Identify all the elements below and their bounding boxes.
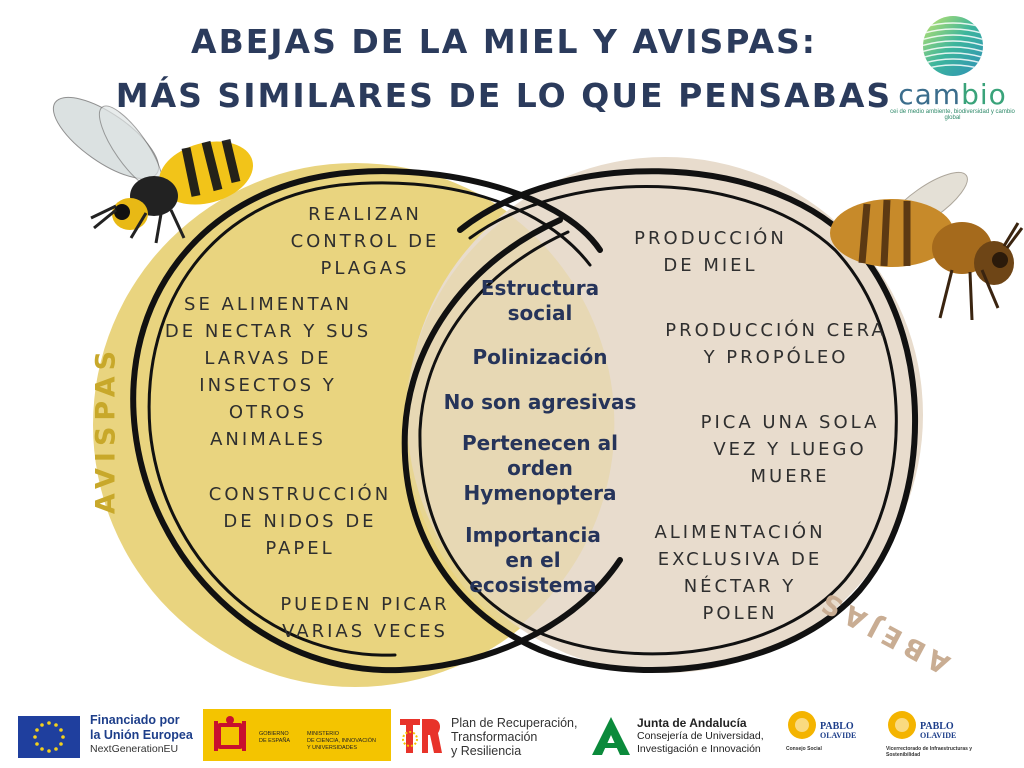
label-abejas: ABEJAS: [811, 583, 956, 680]
prtr-logo-icon: [398, 715, 444, 755]
shared-item-hymenoptera: Pertenecen al orden Hymenoptera: [462, 431, 618, 505]
title-line-1: ABEJAS DE LA MIEL Y AVISPAS:: [191, 22, 817, 61]
shared-item-not-aggressive: No son agresivas: [443, 390, 637, 414]
upo-sun-icon-2: [886, 709, 968, 741]
wasp-item-paper-nests: CONSTRUCCIÓN DE NIDOS DE PAPEL: [208, 484, 392, 559]
cambio-subtitle: cei de medio ambiente, biodiversidad y cambio global: [890, 109, 1015, 121]
bee-item-single-sting: PICA UNA SOLA VEZ Y LUEGO MUERE: [700, 412, 880, 487]
eu-flag-icon: [18, 716, 80, 758]
gobierno-label: GOBIERNO DE ESPAÑA: [259, 731, 291, 744]
wasp-item-diet: SE ALIMENTAN DE NECTAR Y SUS LARVAS DE INSECTOS Y OTROS ANIMALES: [164, 294, 372, 450]
prtr-label: Plan de Recuperación, Transformación y Resiliencia: [451, 716, 578, 758]
cambio-wordmark: cambio: [898, 78, 1007, 111]
svg-text:PABLO: PABLO: [920, 721, 954, 732]
bee-item-wax: PRODUCCIÓN CERA Y PROPÓLEO: [665, 320, 887, 368]
bee-item-honey: PRODUCCIÓN DE MIEL: [634, 228, 787, 276]
shared-item-pollination: Polinización: [472, 345, 608, 369]
upo-consejo-social-logo: [786, 709, 868, 752]
upo2-subtitle: Vicerrectorado de Infraestructuras y Sostenibilidad: [886, 746, 973, 758]
wasp-illustration: [36, 78, 266, 248]
upo1-wordmark: PABLO: [820, 721, 854, 732]
junta-andalucia-label: Junta de Andalucía Consejería de Universidad, Investigación e Innovación: [637, 716, 764, 755]
upo-vicerrectorado-logo: [886, 709, 1006, 758]
shared-item-social: Estructura social: [480, 276, 600, 325]
wasp-item-multiple-stings: PUEDEN PICAR VARIAS VECES: [280, 594, 450, 642]
label-avispas: AVISPAS: [90, 344, 122, 515]
gobierno-espana-logo: [203, 709, 391, 761]
honeybee-illustration: [822, 168, 1024, 328]
svg-text:OLAVIDE: OLAVIDE: [820, 731, 857, 740]
svg-text:OLAVIDE: OLAVIDE: [920, 731, 957, 740]
spain-coat-of-arms-icon: [211, 715, 249, 755]
eu-funding-label: Financiado por la Unión Europea NextGenerationEU: [90, 713, 193, 755]
upo-sun-icon: [786, 709, 868, 741]
shared-item-ecosystem: Importancia en el ecosistema: [465, 523, 601, 597]
wasp-item-pest-control: REALIZAN CONTROL DE PLAGAS: [290, 204, 440, 279]
upo1-subtitle: Consejo Social: [786, 746, 822, 752]
footer-logos: [0, 703, 1024, 768]
bee-item-diet: ALIMENTACIÓN EXCLUSIVA DE NÉCTAR Y POLEN: [654, 522, 826, 624]
junta-andalucia-icon: [590, 715, 632, 757]
ministerio-label: MINISTERIO DE CIENCIA, INNOVACIÓN Y UNIVERSIDADES: [307, 731, 376, 751]
title-line-2: MÁS SIMILARES DE LO QUE PENSABAS: [115, 76, 893, 115]
